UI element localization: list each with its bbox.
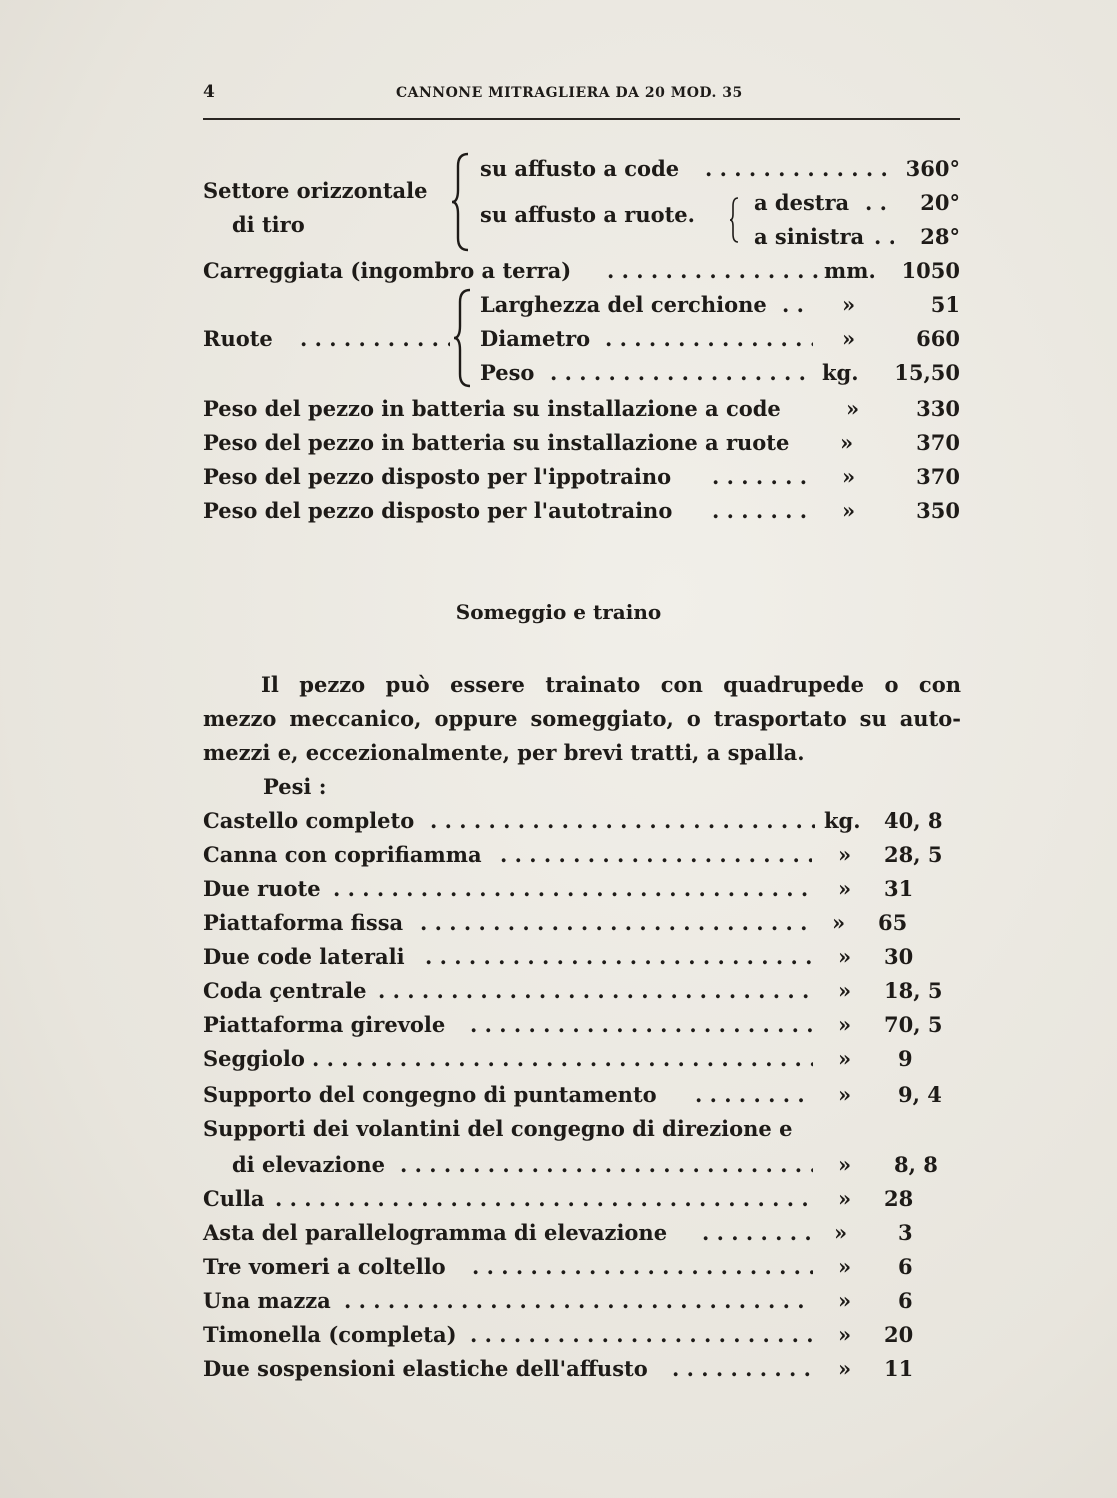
ruote-leader [300, 328, 450, 349]
weight-label: Due ruote [203, 876, 321, 901]
peso-leader [550, 362, 813, 383]
weight-value: 6 [898, 1288, 913, 1313]
section-title: Someggio e traino [455, 600, 662, 624]
weight-leader [695, 1084, 813, 1105]
weight-label: Canna con coprifiamma [203, 842, 482, 867]
settore-code-leader [705, 158, 895, 179]
pezzo-row-label: Peso del pezzo in batteria su installazione a code [203, 396, 781, 421]
weight-leader [400, 1154, 813, 1175]
settore-code-label: su affusto a code [480, 156, 680, 181]
pezzo-row-value: 370 [916, 464, 960, 489]
settore-label-line1: Settore orizzontale [203, 178, 428, 203]
sinistra-value: 28° [920, 224, 960, 249]
pezzo-row-label: Peso del pezzo disposto per l'autotraino [203, 498, 673, 523]
weight-unit: » [838, 1152, 852, 1177]
weight-leader [420, 912, 808, 933]
weight-unit: » [838, 876, 852, 901]
pezzo-row-leader [712, 500, 812, 521]
weight-value: 30 [884, 944, 914, 969]
weight-leader [702, 1222, 812, 1243]
section-paragraph [203, 668, 961, 770]
weight-leader [472, 1256, 813, 1277]
larghezza-unit: » [842, 292, 856, 317]
weight-leader [344, 1290, 813, 1311]
destra-value: 20° [920, 190, 960, 215]
weight-unit: kg. [824, 808, 861, 833]
weight-label: Seggiolo [203, 1046, 305, 1071]
weight-leader [672, 1358, 813, 1379]
weight-label: Due code laterali [203, 944, 405, 969]
settore-ruote-label: su affusto a ruote. [480, 202, 695, 227]
paragraph-line: Il pezzo può essere trainato con quadrupede o con [261, 672, 961, 697]
pezzo-row-value: 350 [916, 498, 960, 523]
weight-leader [333, 878, 813, 899]
weight-unit: » [838, 1254, 852, 1279]
weight-unit: » [838, 1288, 852, 1313]
weight-value: 31 [884, 876, 914, 901]
weight-unit: » [834, 1220, 848, 1245]
carreggiata-label: Carreggiata (ingombro a terra) [203, 258, 572, 283]
paragraph-line: mezzo meccanico, oppure someggiato, o trasportato su auto- [203, 706, 961, 731]
pezzo-row-unit: » [842, 464, 856, 489]
weight-leader [275, 1188, 813, 1209]
larghezza-label: Larghezza del cerchione [480, 292, 767, 317]
pezzo-row-leader [712, 466, 812, 487]
weight-value: 70, 5 [884, 1012, 943, 1037]
weight-unit: » [838, 1046, 852, 1071]
weight-label: di elevazione [232, 1152, 386, 1177]
weight-value: 9, 4 [898, 1082, 942, 1107]
weight-leader [425, 946, 813, 967]
peso-unit: kg. [822, 360, 859, 385]
destra-sinistra-brace [728, 196, 742, 244]
ruote-brace [452, 288, 478, 388]
weight-label: Supporti dei volantini del congegno di direzione e [203, 1116, 793, 1141]
pezzo-row-value: 330 [916, 396, 960, 421]
weight-value: 28 [884, 1186, 914, 1211]
weight-label: Castello completo [203, 808, 415, 833]
weight-unit: » [838, 1356, 852, 1381]
weight-leader [378, 980, 813, 1001]
diametro-unit: » [842, 326, 856, 351]
weight-leader [470, 1324, 813, 1345]
page-header [203, 82, 960, 110]
weight-value: 6 [898, 1254, 913, 1279]
weight-unit: » [838, 1186, 852, 1211]
weight-label: Due sospensioni elastiche dell'affusto [203, 1356, 648, 1381]
larghezza-value: 51 [930, 292, 960, 317]
paragraph-line: mezzi e, eccezionalmente, per brevi tratti, a spalla. [203, 740, 805, 765]
pezzo-row-unit: » [846, 396, 860, 421]
pesi-label: Pesi : [263, 774, 327, 799]
peso-value: 15,50 [894, 360, 960, 385]
sinistra-label: a sinistra [754, 224, 865, 249]
weight-label: Culla [203, 1186, 265, 1211]
weight-label: Piattaforma girevole [203, 1012, 446, 1037]
weight-leader [470, 1014, 813, 1035]
settore-label-line2: di tiro [232, 212, 305, 237]
destra-label: a destra [754, 190, 850, 215]
weight-value: 18, 5 [884, 978, 943, 1003]
weight-value: 8, 8 [894, 1152, 938, 1177]
weight-value: 9 [898, 1046, 913, 1071]
weight-label: Timonella (completa) [203, 1322, 457, 1347]
pezzo-row-label: Peso del pezzo in batteria su installazione a ruote [203, 430, 790, 455]
weight-label: Asta del parallelogramma di elevazione [203, 1220, 668, 1245]
weight-value: 28, 5 [884, 842, 943, 867]
pezzo-row-unit: » [842, 498, 856, 523]
weight-unit: » [838, 944, 852, 969]
settore-brace [450, 152, 476, 252]
weight-label: Piattaforma fissa [203, 910, 404, 935]
peso-label: Peso [480, 360, 535, 385]
weight-value: 11 [884, 1356, 914, 1381]
larghezza-leader [782, 294, 812, 315]
weight-unit: » [838, 1322, 852, 1347]
running-title: CANNONE MITRAGLIERA DA 20 MOD. 35 [396, 85, 743, 101]
weight-leader [312, 1048, 813, 1069]
weight-value: 40, 8 [884, 808, 943, 833]
weight-unit: » [838, 842, 852, 867]
weight-leader [500, 844, 812, 865]
weight-leader [430, 810, 815, 831]
weight-unit: » [838, 1012, 852, 1037]
weight-value: 3 [898, 1220, 913, 1245]
settore-code-value: 360° [905, 156, 960, 181]
header-rule [203, 118, 960, 120]
carreggiata-unit: mm. [824, 258, 876, 283]
weight-unit: » [838, 978, 852, 1003]
diametro-value: 660 [916, 326, 960, 351]
diametro-leader [605, 328, 813, 349]
pezzo-row-value: 370 [916, 430, 960, 455]
carreggiata-value: 1050 [901, 258, 960, 283]
weight-label: Una mazza [203, 1288, 331, 1313]
weight-value: 65 [878, 910, 908, 935]
ruote-label: Ruote [203, 326, 273, 351]
weight-label: Coda çentrale [203, 978, 367, 1003]
weight-unit: » [838, 1082, 852, 1107]
page-number: 4 [203, 82, 215, 102]
weight-label: Supporto del congegno di puntamento [203, 1082, 657, 1107]
pezzo-row-label: Peso del pezzo disposto per l'ippotraino [203, 464, 672, 489]
weight-unit: » [832, 910, 846, 935]
pezzo-row-unit: » [840, 430, 854, 455]
weight-value: 20 [884, 1322, 914, 1347]
diametro-label: Diametro [480, 326, 591, 351]
weight-label: Tre vomeri a coltello [203, 1254, 446, 1279]
carreggiata-leader [607, 260, 819, 281]
